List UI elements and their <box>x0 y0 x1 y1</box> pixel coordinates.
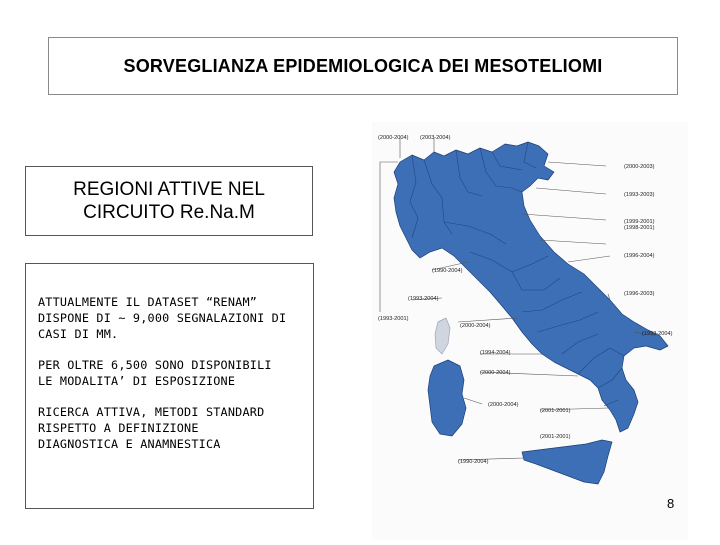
info-p3-line-3: DIAGNOSTICA E ANAMNESTICA <box>38 437 221 451</box>
region-sardinia <box>428 360 466 436</box>
info-p1-line-3: CASI DI MM. <box>38 327 119 341</box>
map-label-ne3: (1999-2001) <box>624 219 655 225</box>
info-p1-line-1: ATTUALMENTE IL DATASET “RENAM” <box>38 295 258 309</box>
map-label-c3: (1994-2004) <box>480 350 511 356</box>
info-paragraph-1 <box>38 294 303 342</box>
page-number: 8 <box>667 496 675 511</box>
subtitle-line-2: CIRCUITO Re.Na.M <box>83 202 255 223</box>
info-paragraph-3 <box>38 404 303 452</box>
map-label-s4: (1990-2004) <box>458 459 489 465</box>
map-label-s2: (2001-2001) <box>540 408 571 414</box>
italy-map-svg <box>372 122 688 540</box>
subtitle-box <box>25 166 313 236</box>
info-p2-line-1: PER OLTRE 6,500 SONO DISPONIBILI <box>38 358 272 372</box>
title-box <box>48 37 678 95</box>
subtitle-line-1: REGIONI ATTIVE NEL <box>73 179 265 200</box>
map-label-w1: (1993-2004) <box>408 296 439 302</box>
info-paragraph-2 <box>38 357 303 389</box>
info-p1-line-2: DISPONE DI ~ 9,000 SEGNALAZIONI DI <box>38 311 287 325</box>
info-p3-line-2: RISPETTO A DEFINIZIONE <box>38 421 199 435</box>
map-label-nw1: (2000-2004) <box>378 135 409 141</box>
map-label-c4: (2000-2004) <box>480 370 511 376</box>
map-label-s3: (2001-2001) <box>540 434 571 440</box>
info-p2-line-2: LE MODALITA’ DI ESPOSIZIONE <box>38 374 236 388</box>
map-label-nw2: (2003-2004) <box>420 135 451 141</box>
map-label-c2: (2000-2004) <box>460 323 491 329</box>
page-title: SORVEGLIANZA EPIDEMIOLOGICA DEI MESOTELIOMI <box>123 55 603 76</box>
map-label-ne1: (2000-2003) <box>624 164 655 170</box>
info-box <box>25 263 314 509</box>
italy-map <box>372 122 688 540</box>
map-label-e1: (1996-2004) <box>624 253 655 259</box>
map-label-ne4: (1998-2001) <box>624 225 655 231</box>
map-label-w2: (1993-2001) <box>378 316 409 322</box>
map-label-ne2: (1993-2003) <box>624 192 655 198</box>
region-sicily <box>522 440 612 484</box>
corsica-island <box>435 318 450 354</box>
map-label-e3: (1993-2004) <box>642 331 673 337</box>
info-p3-line-1: RICERCA ATTIVA, METODI STANDARD <box>38 405 265 419</box>
map-label-e2: (1996-2003) <box>624 291 655 297</box>
map-label-s1: (2000-2004) <box>488 402 519 408</box>
map-label-c1: (1990-2004) <box>432 268 463 274</box>
